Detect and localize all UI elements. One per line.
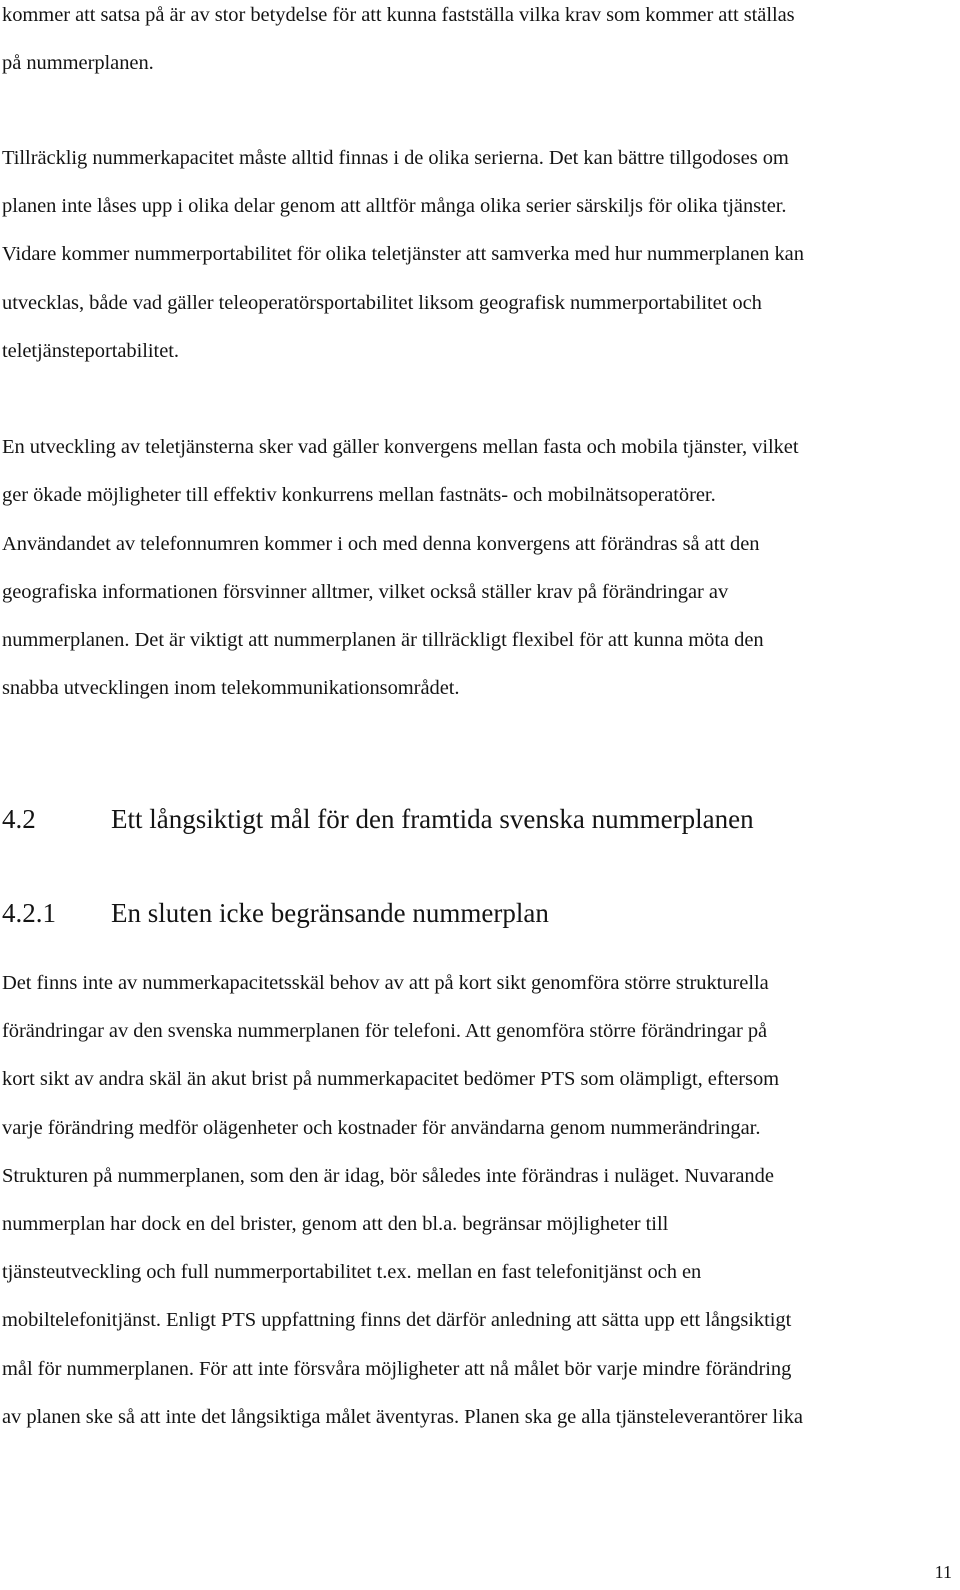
subsection-title: En sluten icke begränsande nummerplan <box>111 898 549 928</box>
paragraph-3-line-5: nummerplanen. Det är viktigt att nummerplanen är tillräckligt flexibel för att kunna möta den <box>2 629 764 651</box>
paragraph-2-line-4: utvecklas, både vad gäller teleoperatörsportabilitet liksom geografisk nummerportabilitet och <box>2 292 762 314</box>
paragraph-2-line-1: Tillräcklig nummerkapacitet måste alltid finnas i de olika serierna. Det kan bättre tillgodoses om <box>2 147 789 169</box>
paragraph-3-line-3: Användandet av telefonnumren kommer i och med denna konvergens att förändras så att den <box>2 533 760 555</box>
subsection-number: 4.2.1 <box>2 898 56 928</box>
page-number: 11 <box>934 1562 952 1582</box>
paragraph-3-line-6: snabba utvecklingen inom telekommunikationsområdet. <box>2 677 460 699</box>
paragraph-4-line-2: förändringar av den svenska nummerplanen för telefoni. Att genomföra större förändringar på <box>2 1020 768 1042</box>
paragraph-4-line-1: Det finns inte av nummerkapacitetsskäl behov av att på kort sikt genomföra större strukturella <box>2 972 769 994</box>
paragraph-4-line-3: kort sikt av andra skäl än akut brist på nummerkapacitet bedömer PTS som olämpligt, eftersom <box>2 1068 780 1090</box>
paragraph-3-line-4: geografiska informationen försvinner alltmer, vilket också ställer krav på förändringar av <box>2 581 729 603</box>
paragraph-2-line-5: teletjänsteportabilitet. <box>2 340 179 362</box>
paragraph-4-line-7: tjänsteutveckling och full nummerportabilitet t.ex. mellan en fast telefonitjänst och en <box>2 1261 702 1283</box>
paragraph-4-line-9: mål för nummerplanen. För att inte försvåra möjligheter att nå målet bör varje mindre förändring <box>2 1358 792 1380</box>
paragraph-2-line-2: planen inte låses upp i olika delar genom att alltför många olika serier särskiljs för olika tjänster. <box>2 195 787 217</box>
paragraph-3-line-2: ger ökade möjligheter till effektiv konkurrens mellan fastnäts- och mobilnätsoperatörer. <box>2 484 716 506</box>
paragraph-4-line-4: varje förändring medför olägenheter och kostnader för användarna genom nummerändringar. <box>2 1117 761 1139</box>
paragraph-4-line-6: nummerplan har dock en del brister, genom att den bl.a. begränsar möjligheter till <box>2 1213 669 1235</box>
paragraph-4-line-10: av planen ske så att inte det långsiktiga målet äventyras. Planen ska ge alla tjänsteleverantörer lika <box>2 1406 803 1428</box>
paragraph-4-line-5: Strukturen på nummerplanen, som den är idag, bör således inte förändras i nuläget. Nuvarande <box>2 1165 774 1187</box>
paragraph-3-line-1: En utveckling av teletjänsterna sker vad gäller konvergens mellan fasta och mobila tjänster, vilket <box>2 436 799 458</box>
paragraph-4-line-8: mobiltelefonitjänst. Enligt PTS uppfattning finns det därför anledning att sätta upp ett långsiktigt <box>2 1309 792 1331</box>
paragraph-2-line-3: Vidare kommer nummerportabilitet för olika teletjänster att samverka med hur nummerplanen kan <box>2 243 804 265</box>
section-number: 4.2 <box>2 804 36 834</box>
section-title: Ett långsiktigt mål för den framtida svenska nummerplanen <box>111 804 754 834</box>
paragraph-1-line-1: kommer att satsa på är av stor betydelse för att kunna fastställa vilka krav som kommer att ställas <box>2 4 795 26</box>
paragraph-1-line-2: på nummerplanen. <box>2 52 154 74</box>
